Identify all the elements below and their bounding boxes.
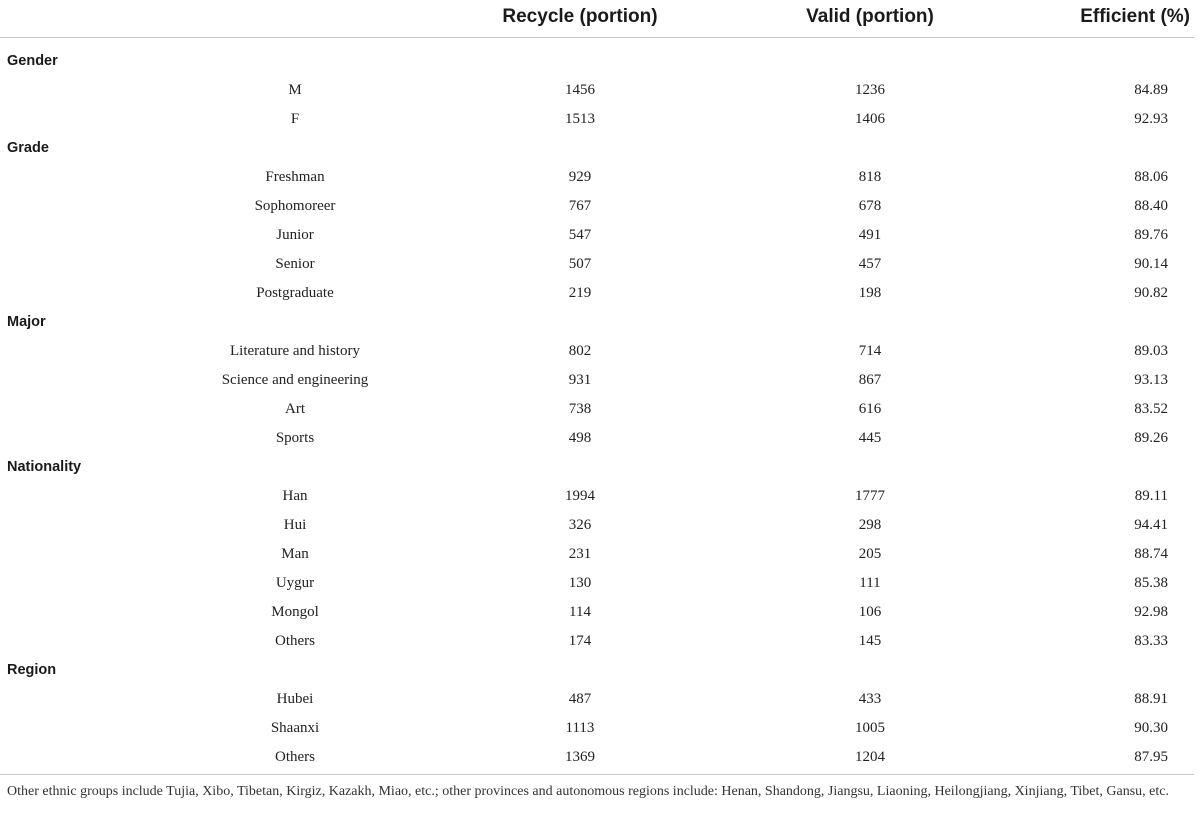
category-label: Major xyxy=(7,314,46,330)
efficient-cell: 84.89 xyxy=(1134,82,1168,98)
row-label: Man xyxy=(281,546,309,562)
category-label: Nationality xyxy=(7,459,82,475)
table-row xyxy=(0,598,1194,627)
efficient-cell: 90.14 xyxy=(1134,256,1168,272)
table-row xyxy=(0,192,1194,221)
table-row xyxy=(0,540,1194,569)
table-row xyxy=(0,76,1194,105)
table-row xyxy=(0,714,1194,743)
recycle-cell: 326 xyxy=(568,517,592,533)
table-row xyxy=(0,395,1194,424)
recycle-cell: 547 xyxy=(568,227,592,243)
valid-cell: 867 xyxy=(858,372,882,388)
efficient-cell: 90.82 xyxy=(1134,285,1168,301)
valid-cell: 1406 xyxy=(855,111,885,127)
recycle-cell: 1456 xyxy=(565,82,595,98)
row-label: Postgraduate xyxy=(256,285,334,301)
row-label: Art xyxy=(285,401,305,417)
valid-cell: 205 xyxy=(858,546,882,562)
row-label: Han xyxy=(282,488,308,504)
efficient-cell: 87.95 xyxy=(1134,749,1168,765)
recycle-cell: 767 xyxy=(568,198,592,214)
valid-cell: 106 xyxy=(858,604,882,620)
recycle-cell: 219 xyxy=(568,285,592,301)
valid-cell: 457 xyxy=(858,256,882,272)
valid-cell: 714 xyxy=(858,343,882,359)
header-valid: Valid (portion) xyxy=(806,6,934,27)
row-label: Literature and history xyxy=(230,343,360,359)
valid-cell: 1777 xyxy=(855,488,885,504)
table-row xyxy=(0,105,1194,134)
row-label: Shaanxi xyxy=(270,720,320,736)
recycle-cell: 231 xyxy=(568,546,592,562)
header-efficient: Efficient (%) xyxy=(1080,6,1190,27)
recycle-cell: 174 xyxy=(568,633,592,649)
efficient-cell: 92.98 xyxy=(1134,604,1168,620)
bottom-rule xyxy=(0,774,1194,775)
recycle-cell: 507 xyxy=(568,256,592,272)
recycle-cell: 130 xyxy=(568,575,592,591)
row-label: Others xyxy=(275,749,315,765)
header-rule xyxy=(0,37,1194,38)
recycle-cell: 114 xyxy=(569,604,591,620)
efficient-cell: 83.33 xyxy=(1134,633,1168,649)
recycle-cell: 738 xyxy=(568,401,592,417)
table-row xyxy=(0,569,1194,598)
valid-cell: 616 xyxy=(858,401,882,417)
row-label: Senior xyxy=(275,256,315,272)
efficient-cell: 88.74 xyxy=(1134,546,1168,562)
valid-cell: 433 xyxy=(858,691,882,707)
recycle-cell: 1113 xyxy=(565,720,595,736)
row-label: Mongol xyxy=(271,604,319,620)
header-recycle: Recycle (portion) xyxy=(502,6,658,27)
row-label: Sophomoreer xyxy=(254,198,336,214)
efficient-cell: 89.11 xyxy=(1134,488,1168,504)
efficient-cell: 89.76 xyxy=(1134,227,1168,243)
category-label: Gender xyxy=(7,53,58,69)
category-row xyxy=(0,134,1194,163)
table-row xyxy=(0,511,1194,540)
category-row xyxy=(0,656,1194,685)
valid-cell: 445 xyxy=(858,430,882,446)
recycle-cell: 802 xyxy=(568,343,592,359)
table-row xyxy=(0,221,1194,250)
valid-cell: 1204 xyxy=(855,749,885,765)
efficient-cell: 89.26 xyxy=(1134,430,1168,446)
valid-cell: 818 xyxy=(858,169,882,185)
row-label: F xyxy=(290,111,300,127)
efficient-cell: 88.91 xyxy=(1134,691,1168,707)
recycle-cell: 487 xyxy=(568,691,592,707)
category-label: Grade xyxy=(7,140,49,156)
category-row xyxy=(0,453,1194,482)
valid-cell: 145 xyxy=(858,633,882,649)
category-row xyxy=(0,47,1194,76)
recycle-cell: 931 xyxy=(568,372,592,388)
category-label: Region xyxy=(7,662,57,678)
valid-cell: 491 xyxy=(858,227,882,243)
efficient-cell: 94.41 xyxy=(1134,517,1168,533)
category-row xyxy=(0,308,1194,337)
efficient-cell: 90.30 xyxy=(1134,720,1168,736)
table-row xyxy=(0,482,1194,511)
row-label: Uygur xyxy=(275,575,315,591)
efficient-cell: 88.40 xyxy=(1134,198,1168,214)
table-footnote: Other ethnic groups include Tujia, Xibo, Tibetan, Kirgiz, Kazakh, Miao, etc.; other provinces and autonomous regions include: Henan, Shandong, Jiangsu, Liaoning, Heilongjiang, Xinjiang, Tibet, Gansu, etc. xyxy=(7,784,1169,799)
row-label: Hubei xyxy=(276,691,314,707)
efficient-cell: 88.06 xyxy=(1134,169,1168,185)
efficient-cell: 89.03 xyxy=(1134,343,1168,359)
valid-cell: 678 xyxy=(858,198,882,214)
table-row xyxy=(0,627,1194,656)
row-label: Sports xyxy=(275,430,315,446)
recycle-cell: 1994 xyxy=(565,488,595,504)
valid-cell: 1236 xyxy=(855,82,885,98)
valid-cell: 198 xyxy=(858,285,882,301)
row-label: Hui xyxy=(283,517,307,533)
row-label: Freshman xyxy=(265,169,325,185)
table-row xyxy=(0,743,1194,772)
table-row xyxy=(0,424,1194,453)
recycle-cell: 498 xyxy=(568,430,592,446)
efficient-cell: 83.52 xyxy=(1134,401,1168,417)
table-row xyxy=(0,366,1194,395)
table-row xyxy=(0,337,1194,366)
table-row xyxy=(0,163,1194,192)
row-label: Science and engineering xyxy=(221,372,369,388)
row-label: M xyxy=(288,82,302,98)
row-label: Others xyxy=(275,633,315,649)
valid-cell: 111 xyxy=(859,575,881,591)
table-row xyxy=(0,279,1194,308)
table-row xyxy=(0,250,1194,279)
efficient-cell: 92.93 xyxy=(1134,111,1168,127)
recycle-cell: 929 xyxy=(568,169,592,185)
valid-cell: 298 xyxy=(858,517,882,533)
table-row xyxy=(0,685,1194,714)
efficient-cell: 93.13 xyxy=(1134,372,1168,388)
row-label: Junior xyxy=(276,227,314,243)
valid-cell: 1005 xyxy=(855,720,885,736)
recycle-cell: 1513 xyxy=(565,111,595,127)
recycle-cell: 1369 xyxy=(565,749,595,765)
efficient-cell: 85.38 xyxy=(1134,575,1168,591)
